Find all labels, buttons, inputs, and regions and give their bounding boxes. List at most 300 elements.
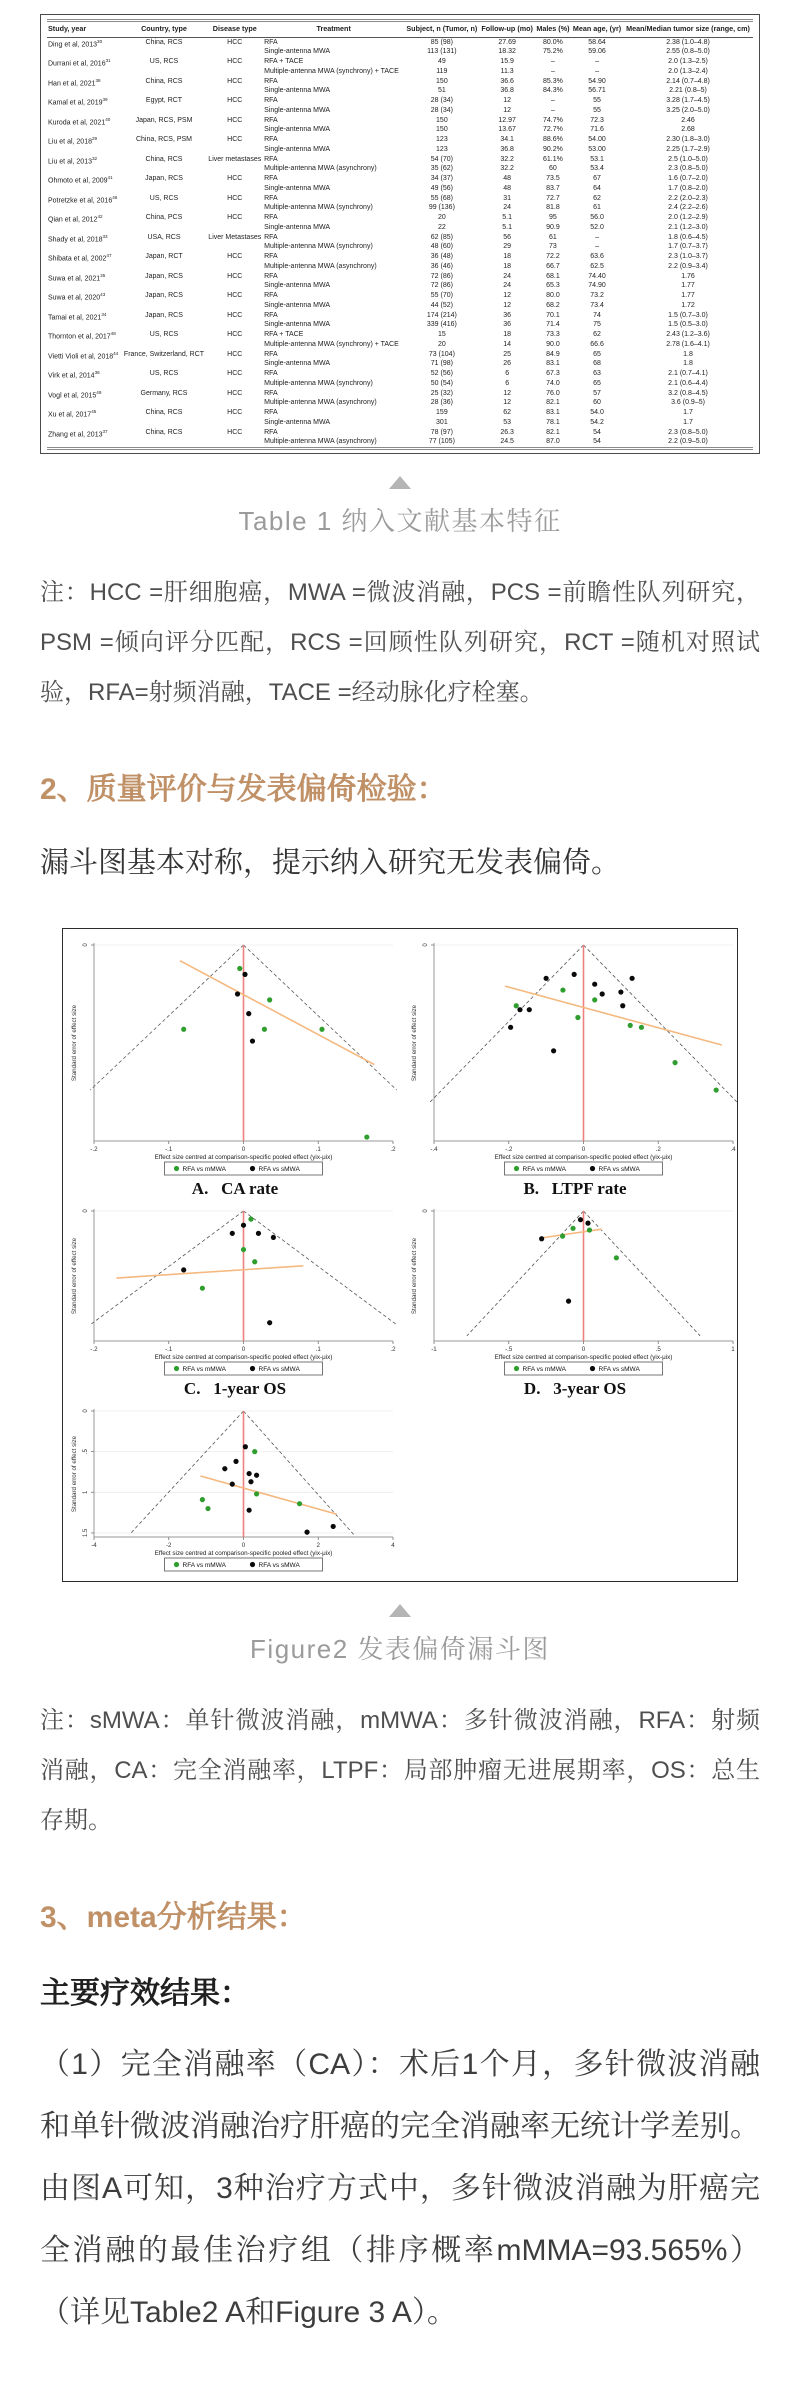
svg-text:0: 0 bbox=[581, 1346, 586, 1354]
table-cell: 68.2 bbox=[546, 301, 560, 309]
table-cell: 1.6 (0.7–2.0) bbox=[668, 175, 708, 183]
table-cell: 59.06 bbox=[588, 48, 606, 56]
table-cell: Qian et al, 2012$^{42}$ bbox=[48, 214, 103, 224]
table-cell: HCC bbox=[227, 116, 243, 124]
column-header: Mean age, (yr) bbox=[571, 21, 623, 38]
table-cell: Vietti Violi et al, 2018$^{44}$ bbox=[48, 350, 119, 360]
table-cell: 83.7 bbox=[546, 184, 560, 192]
points-mMWA bbox=[514, 988, 719, 1093]
table-cell: 99 (136) bbox=[428, 204, 455, 212]
legend-label-sMWA: RFA vs sMWA bbox=[598, 1165, 640, 1173]
table-cell: HCC bbox=[227, 331, 243, 339]
funnel-plot-D bbox=[407, 1203, 743, 1377]
table-cell: – bbox=[550, 97, 555, 105]
table-cell: Single-antenna MWA bbox=[264, 301, 330, 309]
table-cell: 68.1 bbox=[546, 272, 560, 280]
table-cell: 3.6 (0.9–5) bbox=[671, 399, 705, 407]
table-cell: 12 bbox=[503, 301, 512, 309]
table-cell: 36 bbox=[503, 311, 512, 319]
table-cell: 18 bbox=[503, 331, 512, 339]
points-mMWA bbox=[560, 1226, 619, 1261]
table-cell: US, RCS bbox=[149, 331, 179, 339]
table-cell: HCC bbox=[227, 428, 243, 436]
table-cell: 28 (34) bbox=[430, 106, 453, 114]
table-cell: 15 bbox=[437, 331, 446, 339]
svg-text:0: 0 bbox=[83, 1209, 89, 1213]
funnel-plot-A bbox=[67, 937, 403, 1177]
svg-text:0: 0 bbox=[581, 1146, 586, 1154]
table-cell: Xu et al, 2017$^{45}$ bbox=[48, 409, 97, 419]
table-cell: 24 bbox=[503, 282, 512, 290]
table-cell: 12 bbox=[503, 389, 512, 397]
table-cell: 2.0 (1.3–2.4) bbox=[668, 67, 708, 75]
table-cell: Japan, RCS bbox=[145, 175, 183, 183]
svg-text:.2: .2 bbox=[655, 1146, 661, 1154]
table-row bbox=[47, 77, 753, 87]
table-cell: 29 bbox=[503, 243, 512, 251]
table-cell: 71.4 bbox=[546, 321, 560, 329]
table-cell: US, RCS bbox=[149, 194, 179, 202]
table-cell: HCC bbox=[227, 409, 243, 417]
table-cell: Shady et al, 2018$^{33}$ bbox=[48, 233, 108, 243]
x-axis-label: Effect size centred at comparison-specific pooled effect (yix-μix) bbox=[494, 1354, 673, 1362]
table-cell: 82.1 bbox=[546, 399, 560, 407]
table-cell: 339 (416) bbox=[426, 321, 457, 329]
table-cell: – bbox=[595, 58, 599, 66]
svg-text:2: 2 bbox=[316, 1542, 320, 1550]
table-cell: 54.90 bbox=[588, 77, 606, 85]
svg-text:.4: .4 bbox=[730, 1146, 736, 1154]
table-cell: 61 bbox=[593, 204, 601, 212]
table-cell: 75 bbox=[593, 321, 601, 329]
table-cell: 18 bbox=[503, 253, 512, 261]
table-cell: Multiple-antenna MWA (synchrony) + TACE bbox=[264, 67, 399, 75]
table-cell: RFA bbox=[264, 233, 278, 241]
x-axis-label: Effect size centred at comparison-specific pooled effect (yix-μix) bbox=[154, 1354, 333, 1362]
svg-text:.5: .5 bbox=[83, 1449, 89, 1455]
legend-label-mMWA: RFA vs mMWA bbox=[182, 1165, 226, 1173]
legend-label-sMWA: RFA vs sMWA bbox=[258, 1561, 300, 1569]
table-cell: 28 (34) bbox=[430, 97, 453, 105]
table-cell: 55 bbox=[593, 106, 601, 114]
svg-text:-.4: -.4 bbox=[430, 1146, 438, 1154]
svg-text:1: 1 bbox=[731, 1346, 735, 1354]
column-header: Follow-up (mo) bbox=[480, 21, 535, 38]
table-row bbox=[47, 330, 753, 340]
panel-title-B: B. LTPF rate bbox=[523, 1179, 627, 1199]
svg-text:1.5: 1.5 bbox=[83, 1528, 89, 1538]
table-cell: Multiple-antenna MWA (asynchrony) bbox=[264, 165, 377, 173]
table-cell: RFA bbox=[264, 409, 278, 417]
svg-text:-.5: -.5 bbox=[505, 1346, 513, 1354]
table-cell: China, RCS bbox=[145, 77, 183, 85]
table-row bbox=[47, 135, 753, 145]
funnel-panel-B bbox=[407, 937, 743, 1199]
table-cell: 65.3 bbox=[546, 282, 560, 290]
y-axis-label: Standard error of effect size bbox=[71, 1005, 78, 1082]
legend-label-sMWA: RFA vs sMWA bbox=[258, 1365, 300, 1373]
legend-label-mMWA: RFA vs mMWA bbox=[182, 1365, 226, 1373]
table-cell: Japan, RCS bbox=[145, 311, 183, 319]
table-cell: Liver metastases bbox=[208, 155, 262, 163]
table-cell: Suwa et al, 2021$^{35}$ bbox=[48, 272, 106, 282]
table-cell: 75.2% bbox=[542, 48, 563, 56]
figure2-image bbox=[62, 928, 738, 1582]
table-cell: 68 bbox=[593, 360, 601, 368]
table-cell: 58.64 bbox=[588, 38, 606, 46]
table1-caption: Table 1 纳入文献基本特征 bbox=[238, 506, 562, 537]
column-header: Study, year bbox=[47, 21, 122, 38]
regression-line bbox=[505, 986, 722, 1045]
table-cell: 2.5 (1.0–5.0) bbox=[668, 155, 708, 163]
table-cell: 44 (52) bbox=[430, 301, 453, 309]
table-cell: 36.8 bbox=[500, 87, 514, 95]
table-cell: 12 bbox=[503, 97, 512, 105]
table-cell: 5.1 bbox=[502, 214, 513, 222]
table-cell: 74.7% bbox=[542, 116, 563, 124]
table-cell: Multiple-antenna MWA (asynchrony) bbox=[264, 262, 377, 270]
regression-line bbox=[542, 1229, 602, 1238]
table-cell: Single-antenna MWA bbox=[264, 418, 330, 426]
table-cell: Multiple-antenna MWA (synchrony) bbox=[264, 243, 373, 251]
table-cell: Thornton et al, 2017$^{48}$ bbox=[48, 331, 116, 341]
table-cell: Single-antenna MWA bbox=[264, 321, 330, 329]
column-header: Treatment bbox=[263, 21, 404, 38]
table-cell: RFA bbox=[264, 38, 278, 46]
table-cell: 119 bbox=[436, 67, 448, 75]
table-cell: Single-antenna MWA bbox=[264, 48, 330, 56]
table-cell: 24 bbox=[503, 272, 512, 280]
legend-label-mMWA: RFA vs mMWA bbox=[522, 1365, 566, 1373]
table-cell: Tamai et al, 2021$^{34}$ bbox=[48, 311, 107, 321]
table-cell: Multiple-antenna MWA (asynchrony) bbox=[264, 438, 377, 446]
table-cell: 54.00 bbox=[588, 136, 606, 144]
table-cell: 2.38 (1.0–4.8) bbox=[666, 38, 710, 46]
svg-text:-.1: -.1 bbox=[165, 1146, 173, 1154]
table-cell: 150 bbox=[436, 116, 448, 124]
svg-text:-.2: -.2 bbox=[90, 1346, 98, 1354]
table-cell: USA, RCS bbox=[147, 233, 181, 241]
table-cell: 32.2 bbox=[500, 165, 514, 173]
table-cell: 2.1 (1.2–3.0) bbox=[668, 223, 708, 231]
table-cell: RFA bbox=[264, 370, 278, 378]
table-cell: Liu et al, 2013$^{32}$ bbox=[48, 155, 98, 165]
table-cell: Japan, RCS bbox=[145, 272, 183, 280]
table-cell: 54.2 bbox=[590, 418, 604, 426]
table-cell: 55 (68) bbox=[430, 194, 453, 202]
funnel-limit-line bbox=[244, 945, 397, 1090]
table-cell: RFA bbox=[264, 272, 278, 280]
table-cell: 56.0 bbox=[590, 214, 604, 222]
table-cell: 71.6 bbox=[590, 126, 604, 134]
table-cell: 74.0 bbox=[546, 379, 560, 387]
table-cell: 2.55 (0.8–5.0) bbox=[666, 48, 710, 56]
table-cell: HCC bbox=[227, 253, 243, 261]
table-cell: 2.3 (0.8–5.0) bbox=[668, 165, 708, 173]
legend-label-mMWA: RFA vs mMWA bbox=[182, 1561, 226, 1569]
table-cell: 123 bbox=[436, 145, 448, 153]
table-cell: 60 bbox=[593, 399, 601, 407]
table-row bbox=[47, 116, 753, 126]
table-cell: 1.76 bbox=[681, 272, 695, 280]
column-header: Subject, n (Tumor, n) bbox=[404, 21, 479, 38]
table-cell: 159 bbox=[436, 409, 448, 417]
legend-label-mMWA: RFA vs mMWA bbox=[522, 1165, 566, 1173]
table-cell: – bbox=[595, 233, 599, 241]
svg-text:-.1: -.1 bbox=[165, 1346, 173, 1354]
table-cell: China, RCS, PSM bbox=[135, 136, 193, 144]
table-cell: Han et al, 2021$^{38}$ bbox=[48, 77, 101, 87]
table-cell: Multiple-antenna MWA (synchrony) bbox=[264, 204, 373, 212]
table-cell: 62 bbox=[503, 409, 512, 417]
table-row bbox=[47, 350, 753, 360]
table-cell: RFA bbox=[264, 175, 278, 183]
table-cell: 150 bbox=[436, 126, 448, 134]
table-cell: RFA bbox=[264, 311, 278, 319]
points-sMWA bbox=[235, 972, 255, 1044]
funnel-panel-D bbox=[407, 1203, 743, 1399]
table-cell: 72 (86) bbox=[430, 272, 453, 280]
funnel-limit-line bbox=[244, 1411, 354, 1535]
table-cell: Ding et al, 2013$^{30}$ bbox=[48, 38, 103, 48]
table-cell: 73 (104) bbox=[428, 350, 455, 358]
table-cell: 2.0 (1.3–2.5) bbox=[668, 58, 708, 66]
table-cell: 73.4 bbox=[590, 301, 604, 309]
table-row bbox=[47, 96, 753, 106]
table-cell: Japan, RCS bbox=[145, 292, 183, 300]
table-cell: 84.9 bbox=[546, 350, 560, 358]
table-cell: – bbox=[550, 58, 555, 66]
table-cell: 36.6 bbox=[500, 77, 514, 85]
table-cell: 61.1% bbox=[542, 155, 563, 163]
table-cell: 2.1 (0.7–4.1) bbox=[668, 370, 708, 378]
funnel-panel-A bbox=[67, 937, 403, 1199]
table-cell: HCC bbox=[227, 311, 243, 319]
points-sMWA bbox=[181, 1223, 276, 1326]
table-cell: 50 (54) bbox=[430, 379, 453, 387]
table-cell: 81.8 bbox=[546, 204, 560, 212]
table-row bbox=[47, 57, 753, 67]
table-cell: 2.4 (2.2–2.6) bbox=[668, 204, 708, 212]
table-cell: 25 bbox=[503, 350, 512, 358]
table-cell: Germany, RCS bbox=[140, 389, 188, 397]
table-cell: Vogl et al, 2015$^{49}$ bbox=[48, 389, 102, 399]
panel-title-C: C. 1-year OS bbox=[183, 1379, 287, 1399]
funnel-grid bbox=[63, 929, 737, 1581]
table-cell: 2.3 (0.8–5.0) bbox=[668, 428, 708, 436]
table-cell: 36 (46) bbox=[430, 262, 453, 270]
table-cell: 36 bbox=[503, 321, 512, 329]
funnel-limit-line bbox=[430, 945, 583, 1102]
table-cell: 54 bbox=[593, 438, 601, 446]
table-cell: 34.1 bbox=[500, 136, 514, 144]
points-sMWA bbox=[222, 1444, 336, 1535]
table-cell: 13.67 bbox=[498, 126, 516, 134]
funnel-plot-C bbox=[67, 1203, 403, 1377]
table-cell: Suwa et al, 2020$^{43}$ bbox=[48, 292, 106, 302]
table-cell: 61 bbox=[549, 233, 557, 241]
table-cell: 71 (98) bbox=[430, 360, 453, 368]
table1-body bbox=[47, 37, 753, 449]
svg-text:0: 0 bbox=[241, 1346, 246, 1354]
table-cell: 1.8 (0.6–4.5) bbox=[668, 233, 708, 241]
figure2-note: 注：sMWA：单针微波消融，mMWA：多针微波消融，RFA：射频消融，CA：完全消融率，LTPF：局部肿瘤无进展期率，OS：总生存期。 bbox=[40, 1707, 760, 1835]
table-cell: 26.3 bbox=[500, 428, 514, 436]
table-cell: Single-antenna MWA bbox=[264, 184, 330, 192]
table-cell: 2.43 (1.2–3.6) bbox=[666, 331, 710, 339]
table-cell: 62 bbox=[593, 194, 601, 202]
table-cell: US, RCS bbox=[149, 370, 179, 378]
table-cell: 62 (85) bbox=[430, 233, 453, 241]
svg-text:.2: .2 bbox=[390, 1146, 396, 1154]
table-cell: 2.2 (0.9–5.0) bbox=[668, 438, 708, 446]
table-cell: 56.71 bbox=[588, 87, 606, 95]
table-row bbox=[47, 37, 753, 47]
table-cell: 1.8 bbox=[683, 360, 693, 368]
table-cell: 53.1 bbox=[590, 155, 604, 163]
table-cell: 1.7 bbox=[683, 418, 693, 426]
table-cell: 95 bbox=[549, 214, 557, 222]
table-cell: HCC bbox=[227, 97, 243, 105]
table-cell: 25 (32) bbox=[430, 389, 453, 397]
table-cell: 150 bbox=[436, 77, 448, 85]
table-cell: HCC bbox=[227, 214, 243, 222]
table-cell: Single-antenna MWA bbox=[264, 87, 330, 95]
table-row bbox=[47, 369, 753, 379]
table-cell: 53 bbox=[503, 418, 512, 426]
table-cell: Zhang et al, 2013$^{37}$ bbox=[48, 428, 108, 438]
table-cell: China, RCS bbox=[145, 38, 183, 46]
table-cell: Ohmoto et al, 2009$^{41}$ bbox=[48, 175, 113, 185]
table-cell: Single-antenna MWA bbox=[264, 106, 330, 114]
regression-line bbox=[116, 1266, 303, 1278]
legend-label-sMWA: RFA vs sMWA bbox=[598, 1365, 640, 1373]
svg-text:0: 0 bbox=[83, 943, 89, 947]
table-cell: 28 (36) bbox=[430, 399, 453, 407]
x-axis-label: Effect size centred at comparison-specific pooled effect (yix-μix) bbox=[494, 1154, 673, 1162]
svg-text:0: 0 bbox=[423, 943, 429, 947]
table-cell: HCC bbox=[227, 175, 243, 183]
table-cell: 31 bbox=[503, 194, 512, 202]
table-cell: 20 bbox=[437, 214, 446, 222]
section2-body: 漏斗图基本对称，提示纳入研究无发表偏倚。 bbox=[40, 847, 621, 880]
table-cell: HCC bbox=[227, 77, 243, 85]
table-cell: Kuroda et al, 2021$^{40}$ bbox=[48, 116, 111, 126]
svg-text:.1: .1 bbox=[315, 1146, 321, 1154]
table-cell: 2.2 (0.9–3.4) bbox=[668, 262, 708, 270]
table-cell: HCC bbox=[227, 38, 243, 46]
table-cell: 83.1 bbox=[546, 360, 560, 368]
table-row bbox=[47, 174, 753, 184]
table-cell: Kamal et al, 2019$^{39}$ bbox=[48, 97, 108, 107]
table-cell: 2.46 bbox=[681, 116, 695, 124]
table-cell: 87.0 bbox=[546, 438, 560, 446]
table-row bbox=[47, 213, 753, 223]
table-cell: Japan, RCT bbox=[145, 253, 183, 261]
table-cell: 18.32 bbox=[498, 48, 516, 56]
table-cell: 34 (37) bbox=[430, 175, 453, 183]
table-cell: RFA bbox=[264, 428, 278, 436]
legend-label-sMWA: RFA vs sMWA bbox=[258, 1165, 300, 1173]
panel-title-A: A. CA rate bbox=[191, 1179, 279, 1199]
svg-text:0: 0 bbox=[241, 1146, 246, 1154]
table-cell: 65 bbox=[593, 379, 601, 387]
column-header: Country, type bbox=[122, 21, 207, 38]
table-cell: 55 (70) bbox=[430, 292, 453, 300]
table-cell: 6 bbox=[505, 379, 510, 387]
column-header: Mean/Median tumor size (range, cm) bbox=[623, 21, 753, 38]
table-cell: 36 (48) bbox=[430, 253, 453, 261]
table-cell: 32.2 bbox=[500, 155, 514, 163]
table-cell: RFA bbox=[264, 136, 278, 144]
table-cell: 123 bbox=[436, 136, 448, 144]
table-cell: 48 bbox=[503, 175, 512, 183]
table-cell: 60 bbox=[549, 165, 557, 173]
table-cell: 72.7 bbox=[546, 194, 560, 202]
table-cell: China, RCS bbox=[145, 409, 183, 417]
table-cell: HCC bbox=[227, 292, 243, 300]
table-cell: 5.1 bbox=[502, 223, 513, 231]
table-row bbox=[47, 389, 753, 399]
table-cell: 3.2 (0.8–4.5) bbox=[668, 389, 708, 397]
table-cell: – bbox=[595, 243, 599, 251]
table-cell: RFA bbox=[264, 292, 278, 300]
funnel-limit-line bbox=[130, 1411, 244, 1535]
table-cell: 2.0 (1.2–2.9) bbox=[668, 214, 708, 222]
table-cell: 49 (56) bbox=[430, 184, 453, 192]
table-cell: 12 bbox=[503, 292, 512, 300]
table-cell: Durrani et al, 2016$^{31}$ bbox=[48, 58, 111, 68]
table1 bbox=[47, 19, 753, 450]
funnel-panel-E bbox=[67, 1403, 403, 1573]
svg-text:-2: -2 bbox=[165, 1542, 172, 1550]
column-header: Males (%) bbox=[535, 21, 571, 38]
table-cell: Japan, RCS, PSM bbox=[135, 116, 193, 124]
table-cell: 67 bbox=[593, 175, 601, 183]
table-cell: Single-antenna MWA bbox=[264, 223, 330, 231]
table-cell: 72.7% bbox=[542, 126, 563, 134]
table-cell: Virk et al, 2014$^{36}$ bbox=[48, 370, 100, 380]
table-cell: 54.0 bbox=[590, 409, 604, 417]
svg-text:.2: .2 bbox=[390, 1346, 396, 1354]
table-cell: HCC bbox=[227, 350, 243, 358]
table-cell: HCC bbox=[227, 272, 243, 280]
table-cell: 301 bbox=[436, 418, 448, 426]
table-cell: 73.5 bbox=[546, 175, 560, 183]
table-cell: Single-antenna MWA bbox=[264, 282, 330, 290]
section2-heading: 2、质量评价与发表偏倚检验： bbox=[40, 773, 447, 807]
table-cell: – bbox=[550, 106, 555, 114]
table-cell: RFA bbox=[264, 350, 278, 358]
table-row bbox=[47, 194, 753, 204]
table-cell: 2.25 (1.7–2.9) bbox=[666, 145, 710, 153]
table-cell: 1.77 bbox=[681, 282, 695, 290]
table-cell: RFA + TACE bbox=[264, 58, 304, 66]
table-cell: 65 bbox=[593, 350, 601, 358]
funnel-plot-E bbox=[67, 1403, 403, 1573]
table-cell: Multiple-antenna MWA (synchrony) + TACE bbox=[264, 340, 399, 348]
table-cell: 52 (56) bbox=[430, 370, 453, 378]
table-cell: US, RCS bbox=[149, 58, 179, 66]
table-cell: 63 bbox=[593, 370, 601, 378]
table-cell: RFA bbox=[264, 77, 278, 85]
table-cell: 48 bbox=[503, 184, 512, 192]
table-cell: 1.5 (0.7–3.0) bbox=[668, 311, 708, 319]
table-cell: 70.1 bbox=[546, 311, 560, 319]
svg-text:0: 0 bbox=[83, 1409, 89, 1413]
table-cell: 2.30 (1.8–3.0) bbox=[666, 136, 710, 144]
section3-subheading: 主要疗效结果： bbox=[40, 1977, 250, 2011]
